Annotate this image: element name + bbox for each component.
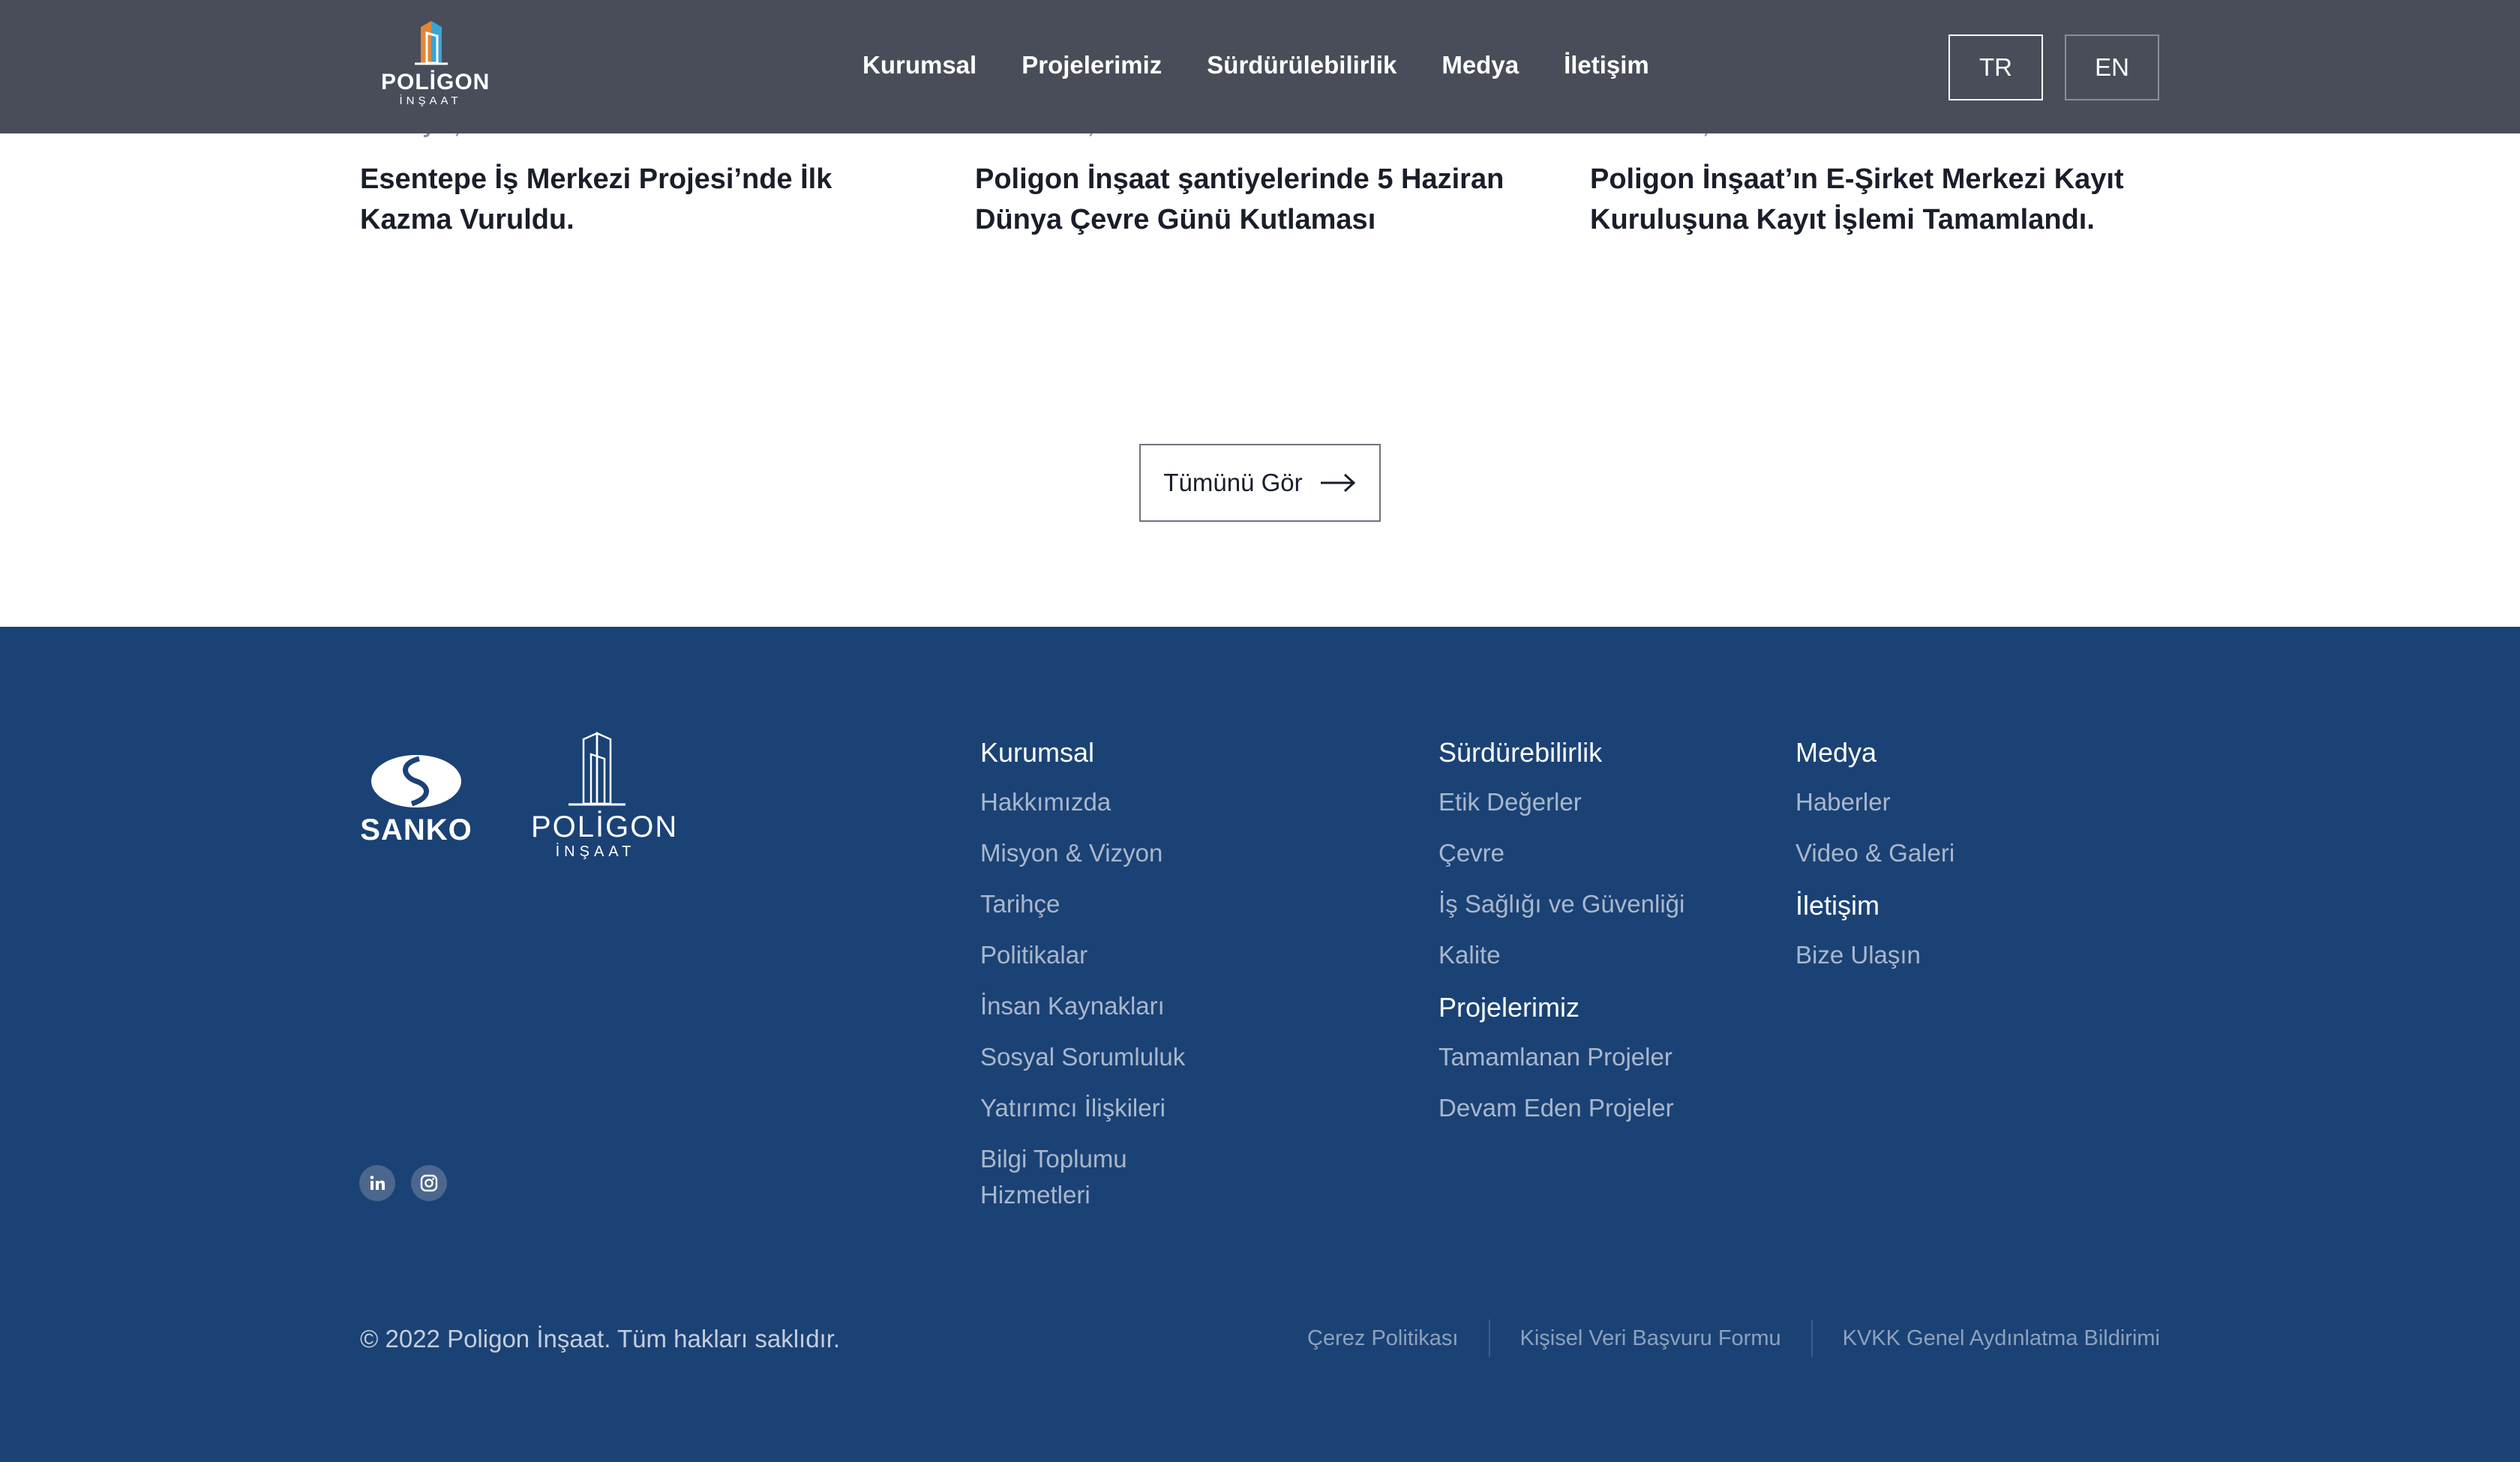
sanko-wordmark: SANKO xyxy=(360,813,472,846)
footer-col-medya xyxy=(1796,733,1954,988)
footer-link-misyon-vizyon[interactable]: Misyon & Vizyon xyxy=(980,839,1163,867)
nav-medya[interactable]: Medya xyxy=(1442,51,1520,79)
footer-link-insan-kaynaklari[interactable]: İnsan Kaynakları xyxy=(980,992,1165,1020)
cookie-policy-link[interactable]: Çerez Politikası xyxy=(1307,1326,1459,1350)
footer-logo-subtitle: İNŞAAT xyxy=(555,843,636,860)
footer-heading-iletisim[interactable]: İletişim xyxy=(1796,890,1880,921)
linkedin-icon[interactable] xyxy=(359,1165,395,1201)
logo-wordmark: POLİGON xyxy=(381,70,490,94)
nav-surdurulebilirlik[interactable]: Sürdürülebilirlik xyxy=(1207,51,1397,79)
footer-link-sosyal-sorumluluk[interactable]: Sosyal Sorumluluk xyxy=(980,1043,1186,1071)
footer-link-politikalar[interactable]: Politikalar xyxy=(980,941,1088,969)
building-logo-icon xyxy=(404,16,457,69)
nav-kurumsal[interactable]: Kurumsal xyxy=(862,51,977,79)
sanko-logo[interactable] xyxy=(360,753,472,847)
language-tr-button[interactable]: TR xyxy=(1948,34,2043,100)
footer-link-kalite[interactable]: Kalite xyxy=(1438,941,1501,969)
building-outline-icon xyxy=(558,732,633,807)
personal-data-form-link[interactable]: Kişisel Veri Başvuru Formu xyxy=(1520,1326,1781,1350)
news-title-link[interactable]: Poligon İnşaat şantiyelerinde 5 Haziran Dünya Çevre Günü Kutlaması xyxy=(975,163,1504,235)
footer-link-tarihce[interactable]: Tarihçe xyxy=(980,890,1060,918)
footer-link-yatirimci-iliskileri[interactable]: Yatırımcı İlişkileri xyxy=(980,1094,1166,1122)
footer-link-bize-ulasin[interactable]: Bize Ulaşın xyxy=(1796,941,1921,969)
footer-link-devam-eden-projeler[interactable]: Devam Eden Projeler xyxy=(1438,1094,1674,1122)
site-header xyxy=(0,0,2520,133)
footer-poligon-logo[interactable] xyxy=(531,732,679,867)
arrow-right-icon xyxy=(1319,472,1357,494)
nav-projelerimiz[interactable]: Projelerimiz xyxy=(1022,51,1162,79)
copyright-text: © 2022 Poligon İnşaat. Tüm hakları saklıdır. xyxy=(360,1325,841,1353)
footer-link-haberler[interactable]: Haberler xyxy=(1796,788,1891,816)
news-title-link[interactable]: Esentepe İş Merkezi Projesi’nde İlk Kazma Vuruldu. xyxy=(360,163,832,235)
footer-link-is-sagligi[interactable]: İş Sağlığı ve Güvenliği xyxy=(1438,890,1685,918)
footer-col-kurumsal xyxy=(980,733,1185,1228)
legal-divider xyxy=(1489,1320,1490,1357)
news-title-link[interactable]: Poligon İnşaat’ın E-Şirket Merkezi Kayıt Kuruluşuna Kayıt İşlemi Tamamlandı. xyxy=(1590,163,2124,235)
footer-heading-kurumsal[interactable]: Kurumsal xyxy=(980,737,1095,768)
footer-link-cevre[interactable]: Çevre xyxy=(1438,839,1505,867)
legal-divider xyxy=(1811,1320,1813,1357)
language-en-button[interactable]: EN xyxy=(2065,34,2159,100)
footer-heading-surdurulebilirlik[interactable]: Sürdürebilirlik xyxy=(1438,737,1603,768)
logo-subtitle: İNŞAAT xyxy=(399,94,462,107)
nav-iletisim[interactable]: İletişim xyxy=(1564,51,1649,79)
footer-link-bilgi-toplumu[interactable]: Bilgi Toplumu Hizmetleri xyxy=(980,1145,1127,1209)
footer-logo-wordmark: POLİGON xyxy=(531,810,679,843)
footer-col-surdurulebilirlik xyxy=(1438,733,1684,1141)
view-all-label: Tümünü Gör xyxy=(1163,469,1303,496)
sanko-emblem-icon xyxy=(370,753,463,810)
footer-heading-medya[interactable]: Medya xyxy=(1796,737,1877,768)
main-nav xyxy=(862,46,1694,84)
kvkk-notice-link[interactable]: KVKK Genel Aydınlatma Bildirimi xyxy=(1842,1326,2160,1350)
footer-heading-projelerimiz[interactable]: Projelerimiz xyxy=(1438,992,1580,1023)
footer-link-video-galeri[interactable]: Video & Galeri xyxy=(1796,839,1955,867)
footer-link-tamamlanan-projeler[interactable]: Tamamlanan Projeler xyxy=(1438,1043,1672,1071)
instagram-icon[interactable] xyxy=(411,1165,447,1201)
view-all-button[interactable] xyxy=(1139,444,1381,522)
linkedin-glyph-icon xyxy=(368,1174,386,1192)
footer-link-hakkimizda[interactable]: Hakkımızda xyxy=(980,788,1112,816)
legal-links xyxy=(1307,1320,2160,1357)
footer-link-etik-degerler[interactable]: Etik Değerler xyxy=(1438,788,1582,816)
instagram-glyph-icon xyxy=(419,1173,439,1193)
poligon-logo[interactable] xyxy=(381,16,490,118)
